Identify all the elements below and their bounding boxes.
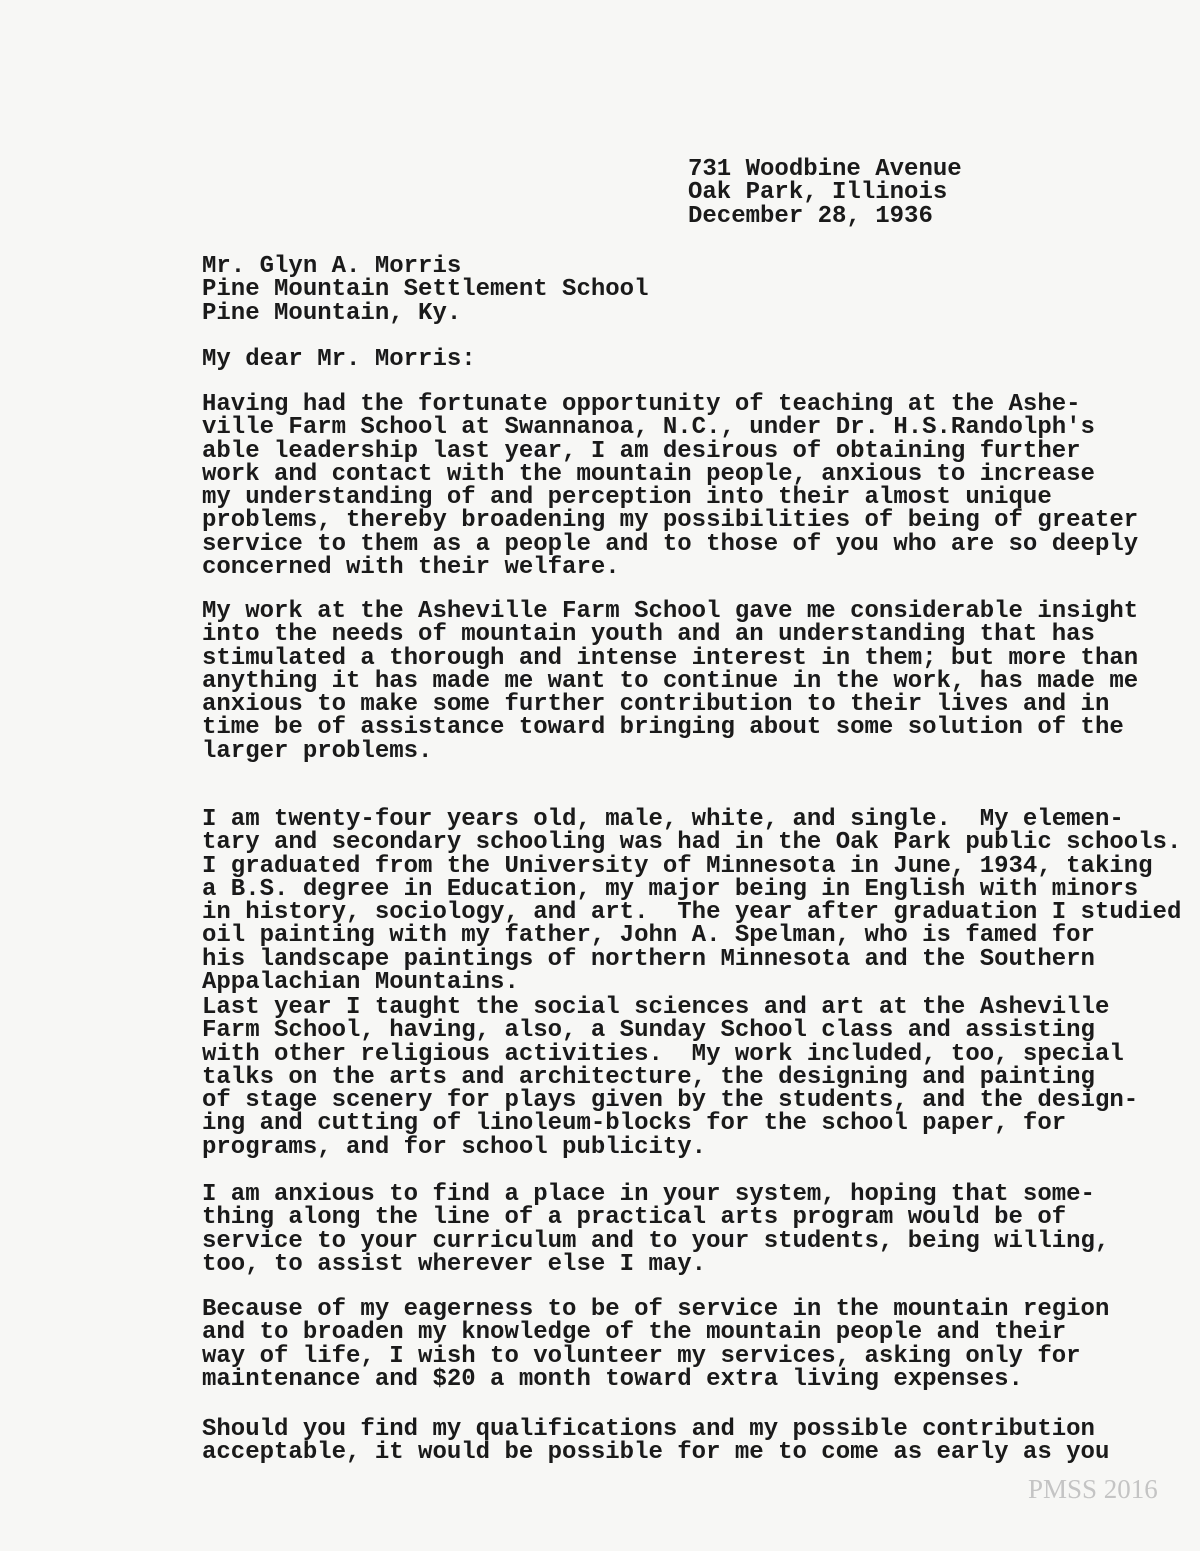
paragraph-2 (202, 600, 1138, 763)
text-line: concerned with their welfare. (202, 554, 620, 582)
text-line: tary and secondary schooling was had in the Oak Park public schools. (202, 829, 1182, 857)
text-line: talks on the arts and architecture, the designing and painting (202, 1063, 1095, 1091)
text-line: ing and cutting of linoleum-blocks for the school paper, for (202, 1110, 1067, 1138)
text-line: of stage scenery for plays given by the students, and the design- (202, 1087, 1139, 1115)
text-line: Pine Mountain Settlement School (202, 276, 649, 304)
text-line: I graduated from the University of Minnesota in June, 1934, taking (202, 852, 1153, 880)
text-line: Last year I taught the social sciences and art at the Asheville (202, 994, 1110, 1021)
text-line: too, to assist wherever else I may. (202, 1250, 707, 1278)
paragraph-7 (202, 1418, 1109, 1465)
text-line: stimulated a thorough and intense interest in them; but more than (202, 644, 1139, 672)
text-line: and to broaden my knowledge of the mountain people and their (202, 1319, 1067, 1347)
text-line: into the needs of mountain youth and an understanding that has (202, 621, 1095, 649)
text-line: a B.S. degree in Education, my major being in English with minors (202, 875, 1139, 903)
paragraph-4 (202, 996, 1138, 1159)
text-line: time be of assistance toward bringing about some solution of the (202, 714, 1124, 742)
text-line: work and contact with the mountain people, anxious to increase (202, 460, 1095, 488)
recipient-address (202, 255, 648, 325)
paragraph-3 (202, 806, 1182, 997)
text-line: I am anxious to find a place in your system, hoping that some- (202, 1181, 1095, 1208)
sender-address (688, 158, 962, 228)
text-line: 731 Woodbine Avenue (688, 156, 962, 183)
text-line: service to them as a people and to those of you who are so deeply (202, 530, 1139, 558)
paragraph-6 (202, 1298, 1109, 1391)
text-line: Mr. Glyn A. Morris (202, 253, 462, 280)
text-line: Should you find my qualifications and my possible contribution (202, 1416, 1095, 1443)
text-line: oil painting with my father, John A. Spelman, who is famed for (202, 922, 1095, 950)
text-line: anything it has made me want to continue in the work, has made me (202, 667, 1139, 695)
text-line: Farm School, having, also, a Sunday School class and assisting (202, 1017, 1095, 1045)
text-line: Because of my eagerness to be of service in the mountain region (202, 1296, 1110, 1323)
text-line: December 28, 1936 (688, 202, 933, 230)
text-line: Appalachian Mountains. (202, 969, 519, 997)
text-line: ville Farm School at Swannanoa, N.C., under Dr. H.S.Randolph's (202, 414, 1095, 442)
text-line: way of life, I wish to volunteer my services, asking only for (202, 1342, 1081, 1370)
text-line: Having had the fortunate opportunity of teaching at the Ashe- (202, 391, 1081, 418)
text-line: my understanding of and perception into their almost unique (202, 484, 1052, 512)
text-line: acceptable, it would be possible for me to come as early as you (202, 1439, 1110, 1467)
text-line: thing along the line of a practical arts program would be of (202, 1204, 1067, 1232)
text-line: maintenance and $20 a month toward extra living expenses. (202, 1365, 1023, 1393)
text-line: I am twenty-four years old, male, white, and single. My elemen- (202, 806, 1124, 833)
salutation (202, 348, 476, 371)
text-line: able leadership last year, I am desirous of obtaining further (202, 437, 1081, 465)
text-line: with other religious activities. My work included, too, special (202, 1040, 1124, 1068)
paragraph-5 (202, 1183, 1109, 1276)
text-line: problems, thereby broadening my possibilities of being of greater (202, 507, 1139, 535)
text-line: his landscape paintings of northern Minnesota and the Southern (202, 945, 1095, 973)
text-line: My work at the Asheville Farm School gave me considerable insight (202, 598, 1139, 625)
text-line: in history, sociology, and art. The year after graduation I studied (202, 899, 1182, 927)
watermark: PMSS 2016 (1028, 1474, 1158, 1504)
text-line: My dear Mr. Morris: (202, 346, 476, 373)
text-line: larger problems. (202, 737, 433, 765)
paragraph-1 (202, 391, 1139, 582)
text-line: Oak Park, Illinois (688, 179, 948, 207)
text-line: service to your curriculum and to your students, being willing, (202, 1227, 1110, 1255)
text-line: programs, and for school publicity. (202, 1133, 707, 1161)
text-line: Pine Mountain, Ky. (202, 299, 462, 327)
text-line: anxious to make some further contribution to their lives and in (202, 691, 1110, 719)
